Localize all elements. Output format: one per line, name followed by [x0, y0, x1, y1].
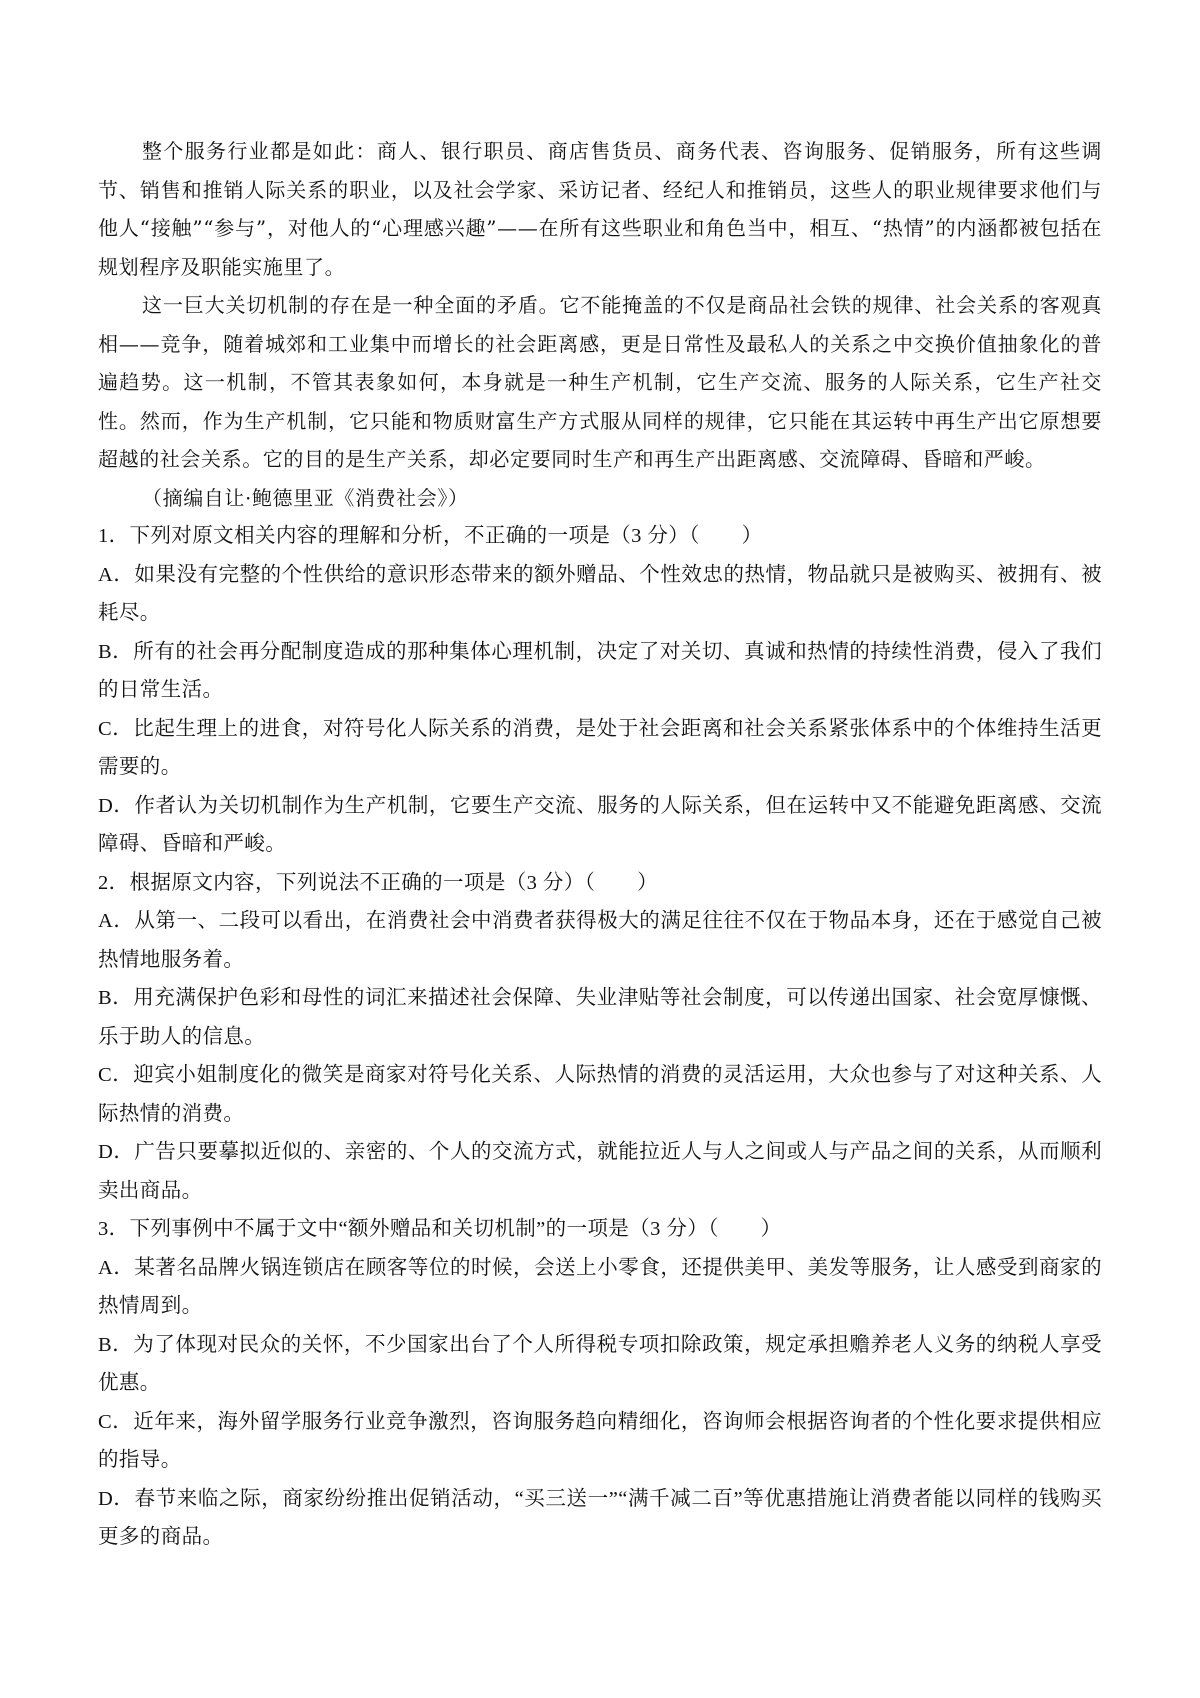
passage-source: （摘编自让·鲍德里亚《消费社会》） — [142, 485, 469, 510]
question-stem: 2．根据原文内容，下列说法不正确的一项是（3 分）（ ） — [98, 871, 658, 894]
option-a[interactable]: A．如果没有完整的个性供给的意识形态带来的额外赠品、个性效忠的热情，物品就只是被购买、被拥有、被耗尽。 — [98, 563, 1102, 624]
option-b[interactable]: B．所有的社会再分配制度造成的那种集体心理机制，决定了对关切、真诚和热情的持续性消费，侵入了我们的日常生活。 — [98, 640, 1102, 701]
option-c[interactable]: C．近年来，海外留学服务行业竞争激烈，咨询服务趋向精细化，咨询师会根据咨询者的个性化要求提供相应的指导。 — [98, 1410, 1102, 1471]
option-c[interactable]: C．比起生理上的进食，对符号化人际关系的消费，是处于社会距离和社会关系紧张体系中的个体维持生活更需要的。 — [98, 717, 1102, 778]
reading-passage — [98, 132, 1102, 517]
question-2 — [98, 864, 1102, 1211]
question-1 — [98, 517, 1102, 864]
question-list — [98, 517, 1102, 1557]
option-a[interactable]: A．某著名品牌火锅连锁店在顾客等位的时候，会送上小零食，还提供美甲、美发等服务，让人感受到商家的热情周到。 — [98, 1256, 1102, 1317]
option-a[interactable]: A．从第一、二段可以看出，在消费社会中消费者获得极大的满足往往不仅在于物品本身，还在于感觉自己被热情地服务着。 — [98, 910, 1102, 971]
option-b[interactable]: B．为了体现对民众的关怀，不少国家出台了个人所得税专项扣除政策，规定承担赡养老人义务的纳税人享受优惠。 — [98, 1333, 1102, 1394]
option-d[interactable]: D．春节来临之际，商家纷纷推出促销活动，“买三送一”“满千减二百”等优惠措施让消费者能以同样的钱购买更多的商品。 — [98, 1487, 1102, 1548]
option-d[interactable]: D．广告只要摹拟近似的、亲密的、个人的交流方式，就能拉近人与人之间或人与产品之间的关系，从而顺利卖出商品。 — [98, 1141, 1102, 1202]
question-3 — [98, 1210, 1102, 1557]
option-c[interactable]: C．迎宾小姐制度化的微笑是商家对符号化关系、人际热情的消费的灵活运用，大众也参与了对这种关系、人际热情的消费。 — [98, 1064, 1102, 1125]
passage-paragraph-1: 整个服务行业都是如此：商人、银行职员、商店售货员、商务代表、咨询服务、促销服务，所有这些调节、销售和推销人际关系的职业，以及社会学家、采访记者、经纪人和推销员，这些人的职业规律要求他们与他人“接触”“参与”，对他人的“心理感兴趣”——在所有这些职业和角色当中，相互、“热情”的内涵都被包括在规划程序及职能实施里了。 — [98, 139, 1102, 279]
option-d[interactable]: D．作者认为关切机制作为生产机制，它要生产交流、服务的人际关系，但在运转中又不能避免距离感、交流障碍、昏暗和严峻。 — [98, 794, 1102, 855]
question-stem: 1．下列对原文相关内容的理解和分析，不正确的一项是（3 分）（ ） — [98, 525, 763, 547]
exam-page — [98, 132, 1102, 1557]
option-b[interactable]: B．用充满保护色彩和母性的词汇来描述社会保障、失业津贴等社会制度，可以传递出国家、社会宽厚慷慨、乐于助人的信息。 — [98, 987, 1102, 1048]
question-stem: 3．下列事例中不属于文中“额外赠品和关切机制”的一项是（3 分）（ ） — [98, 1218, 782, 1240]
passage-paragraph-2: 这一巨大关切机制的存在是一种全面的矛盾。它不能掩盖的不仅是商品社会铁的规律、社会关系的客观真相——竞争，随着城郊和工业集中而增长的社会距离感，更是日常性及最私人的关系之中交换价值抽象化的普遍趋势。这一机制，不管其表象如何，本身就是一种生产机制，它生产交流、服务的人际关系，它生产社交性。然而，作为生产机制，它只能和物质财富生产方式服从同样的规律，它只能在其运转中再生产出它原想要超越的社会关系。它的目的是生产关系，却必定要同时生产和再生产出距离感、交流障碍、昏暗和严峻。 — [98, 293, 1102, 471]
